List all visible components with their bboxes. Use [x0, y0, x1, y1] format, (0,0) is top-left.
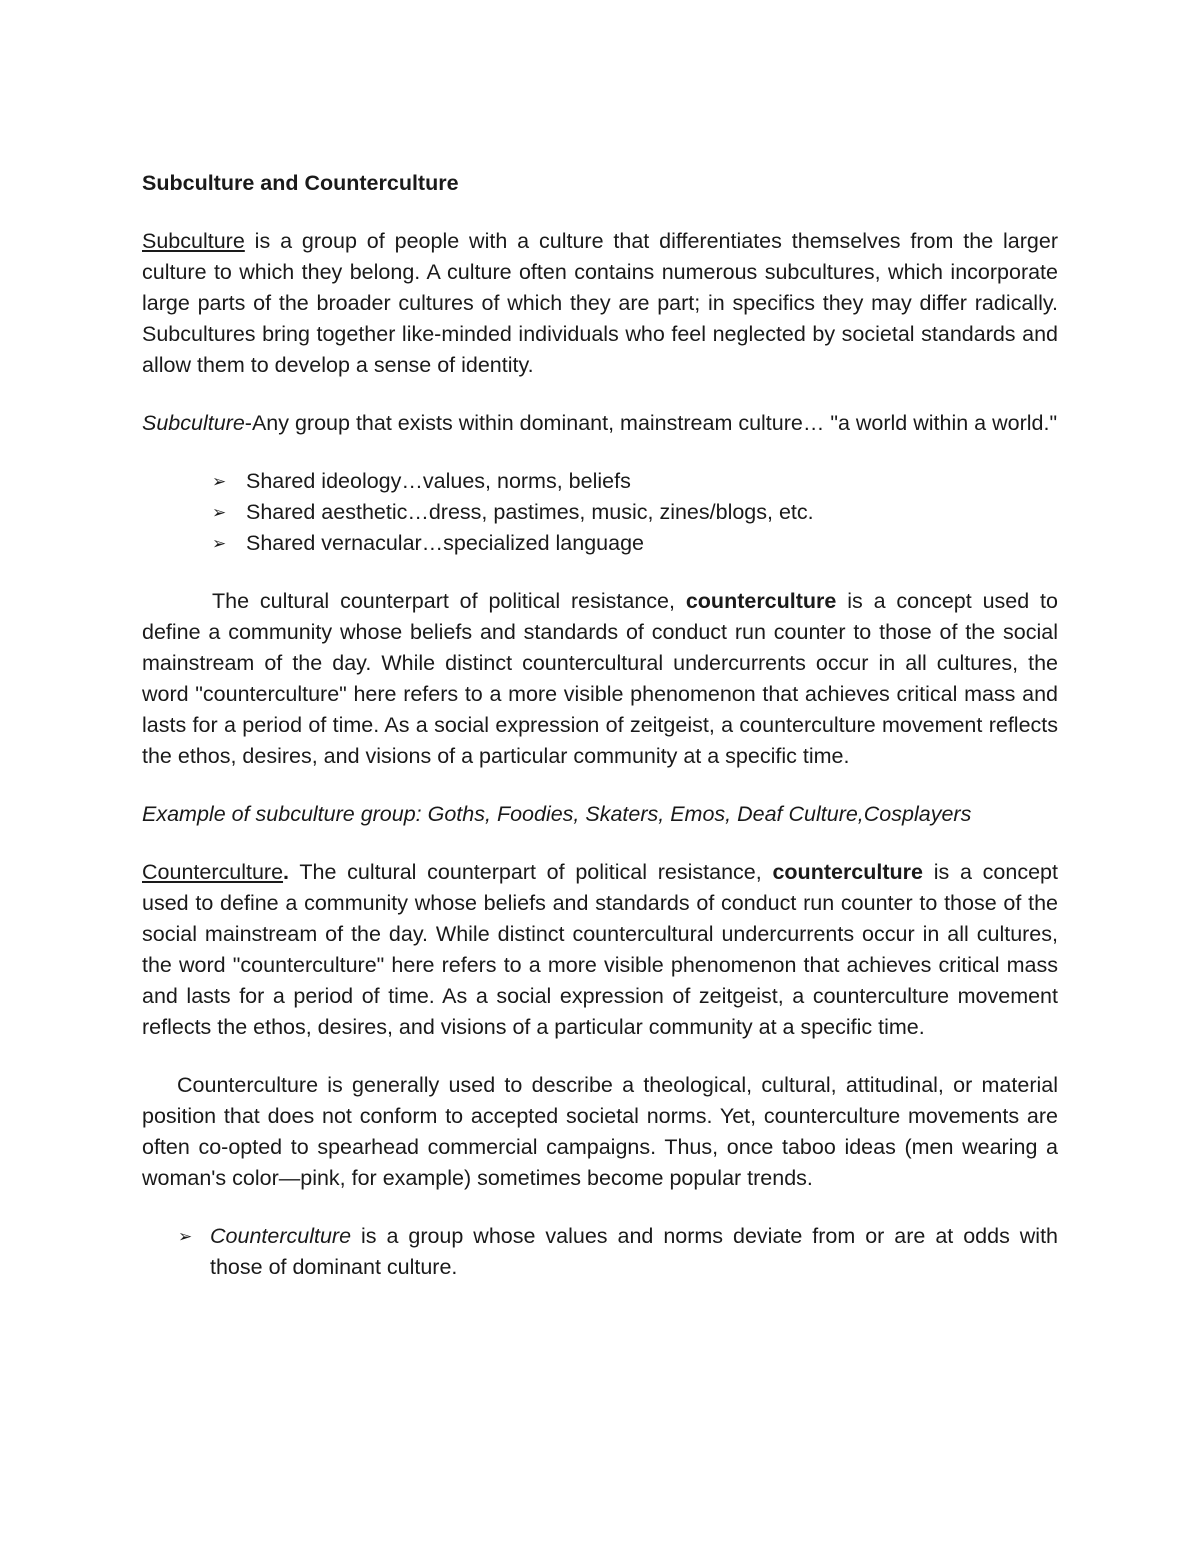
- list-item: ➢ Shared ideology…values, norms, beliefs: [212, 466, 1058, 497]
- arrow-bullet-icon: ➢: [178, 1227, 193, 1246]
- document-title: Subculture and Counterculture: [142, 171, 459, 195]
- shared-traits-list: [142, 466, 1058, 559]
- counterculture-term: Counterculture: [142, 860, 284, 884]
- subculture-definition-paragraph: [142, 226, 1058, 381]
- counterculture-bold-term: counterculture: [772, 860, 923, 884]
- subculture-world-paragraph: [142, 408, 1058, 439]
- subculture-term: Subculture: [142, 229, 245, 253]
- list-item: ➢ Shared vernacular…specialized language: [212, 528, 1058, 559]
- subculture-definition-text: is a group of people with a culture that differentiates themselves from the larger culture to which they belong. A culture often contains numerous subcultures, which incorporate large parts of the broader cultures of which they are part; in specifics they may differ radically. Subcultures bring together like-minded individuals who feel neglected by societal standards and allow them to develop a sense of identity.: [142, 229, 1058, 377]
- list-item: ➢ Counterculture is a group whose values and norms deviate from or are at odds with those of dominant culture.: [178, 1221, 1058, 1283]
- subculture-examples-paragraph: Example of subculture group: Goths, Foodies, Skaters, Emos, Deaf Culture,Cosplayers: [142, 802, 972, 826]
- counterculture-definition-paragraph: Counterculture. The cultural counterpart of political resistance, counterculture is a concept used to define a community whose beliefs and standards of conduct run counter to those of the social mainstream of the day. While distinct countercultural undercurrents occur in all cultures, the word "counterculture" here refers to a more visible phenomenon that achieves critical mass and lasts for a period of time. As a social expression of zeitgeist, a counterculture movement reflects the ethos, desires, and visions of a particular community at a specific time.: [142, 860, 1058, 1039]
- arrow-bullet-icon: ➢: [212, 534, 227, 553]
- counterculture-bold-term: counterculture: [685, 589, 837, 613]
- counterculture-usage-paragraph: Counterculture is generally used to describe a theological, cultural, attitudinal, or material position that does not conform to accepted societal norms. Yet, counterculture movements are often co-opted to spearhead commercial campaigns. Thus, once taboo ideas (men wearing a woman's color—pink, for example) sometimes become popular trends.: [142, 1073, 1058, 1190]
- subculture-term-italic: Subculture: [142, 411, 245, 435]
- counterculture-intro-paragraph: The cultural counterpart of political resistance, counterculture is a concept used to define a community whose beliefs and standards of conduct run counter to those of the social mainstream of the day. While distinct countercultural undercurrents occur in all cultures, the word "counterculture" here refers to a more visible phenomenon that achieves critical mass and lasts for a period of time. As a social expression of zeitgeist, a counterculture movement reflects the ethos, desires, and visions of a particular community at a specific time.: [142, 589, 1058, 768]
- counterculture-term-italic: Counterculture: [210, 1224, 352, 1248]
- arrow-bullet-icon: ➢: [212, 472, 227, 491]
- arrow-bullet-icon: ➢: [212, 503, 227, 522]
- counterculture-summary-list: [142, 1221, 1058, 1283]
- subculture-world-text: -Any group that exists within dominant, mainstream culture… "a world within a world.": [244, 411, 1058, 435]
- document-page: [142, 168, 1058, 1283]
- list-item: ➢ Shared aesthetic…dress, pastimes, music, zines/blogs, etc.: [212, 497, 1058, 528]
